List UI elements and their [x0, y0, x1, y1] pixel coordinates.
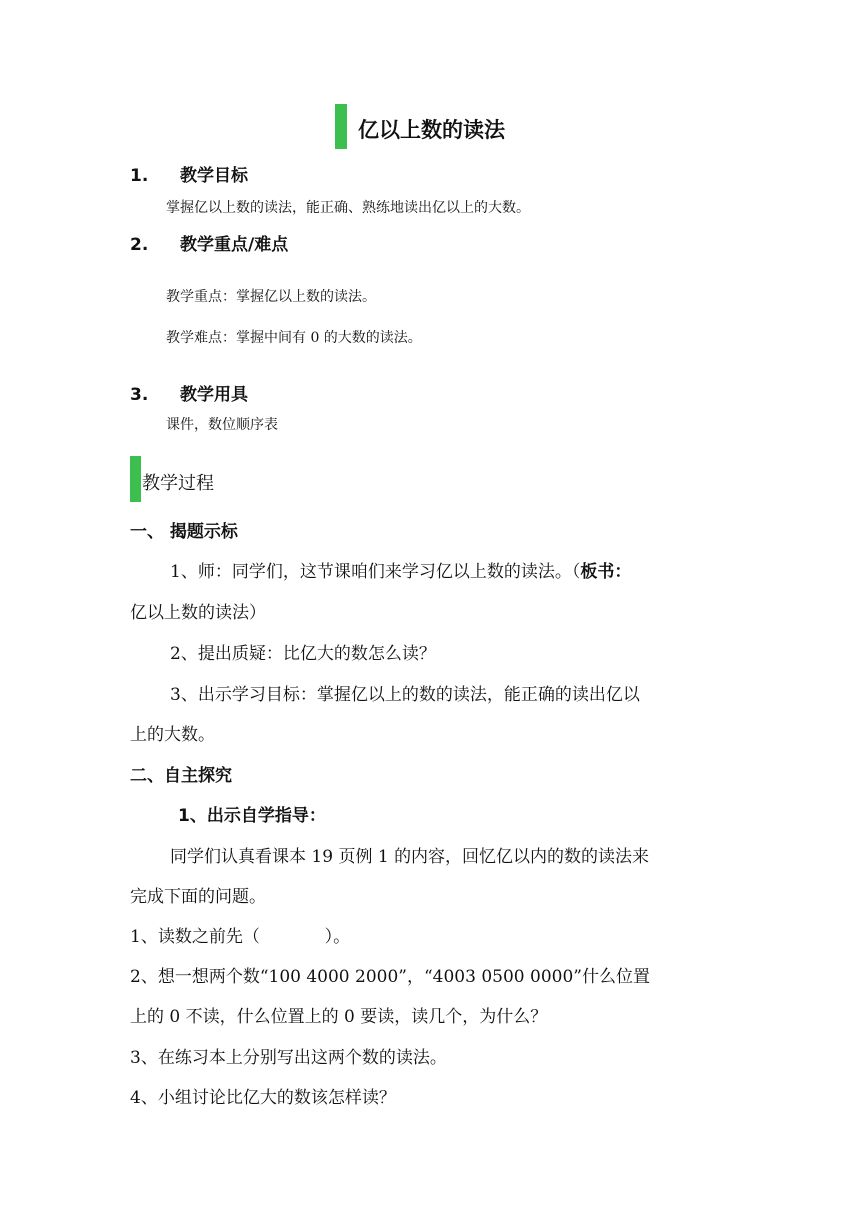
section-number: 1. — [130, 166, 149, 186]
part1-item2: 2、提出质疑：比亿大的数怎么读？ — [170, 644, 436, 664]
process-heading: 教学过程 — [142, 473, 214, 494]
process-accent-bar — [130, 456, 141, 502]
title-accent-bar — [335, 104, 347, 149]
section-number: 2. — [130, 235, 149, 255]
tools-text: 课件，数位顺序表 — [166, 417, 278, 433]
item1-text: 1、师：同学们，这节课咱们来学习亿以上数的读法。（ — [170, 562, 581, 582]
part1-item1-line2: 亿以上数的读法） — [130, 603, 266, 623]
part1-item3-line1: 3、出示学习目标：掌握亿以上的数的读法，能正确的读出亿以 — [170, 685, 640, 705]
part2-sub1: 1、出示自学指导： — [178, 806, 326, 826]
difficulty-text: 教学难点：掌握中间有 0 的大数的读法。 — [166, 330, 422, 346]
page-title: 亿以上数的读法 — [358, 118, 505, 142]
section-heading-key-points — [130, 230, 288, 255]
part2-intro-line1: 同学们认真看课本 19 页例 1 的内容，回忆亿以内的数的读法来 — [170, 847, 650, 867]
section-title: 教学重点/难点 — [180, 235, 289, 255]
section-title: 教学用具 — [180, 385, 248, 405]
section-title: 教学目标 — [180, 166, 248, 186]
section-heading-objectives — [130, 161, 248, 186]
part2-title: 二、自主探究 — [130, 766, 232, 786]
objectives-text: 掌握亿以上数的读法，能正确、熟练地读出亿以上的大数。 — [166, 200, 530, 216]
part2-intro-line2: 完成下面的问题。 — [130, 887, 266, 907]
part1-item3-line2: 上的大数。 — [130, 725, 215, 745]
key-point-text: 教学重点：掌握亿以上数的读法。 — [166, 289, 376, 305]
question-2-line1: 2、想一想两个数“100 4000 2000”，“4003 0500 0000”什么位置 — [130, 967, 650, 987]
section-number: 3. — [130, 385, 149, 405]
part1-item1-line1 — [170, 557, 631, 582]
item1-bold-label: 板书： — [580, 562, 632, 582]
question-2-line2: 上的 0 不读，什么位置上的 0 要读，读几个，为什么？ — [130, 1007, 548, 1027]
question-3: 3、在练习本上分别写出这两个数的读法。 — [130, 1048, 447, 1068]
section-heading-tools — [130, 380, 248, 405]
question-4: 4、小组讨论比亿大的数该怎样读？ — [130, 1088, 396, 1108]
question-1: 1、读数之前先（ ）。 — [130, 927, 351, 947]
part1-title: 一、 揭题示标 — [130, 522, 238, 542]
